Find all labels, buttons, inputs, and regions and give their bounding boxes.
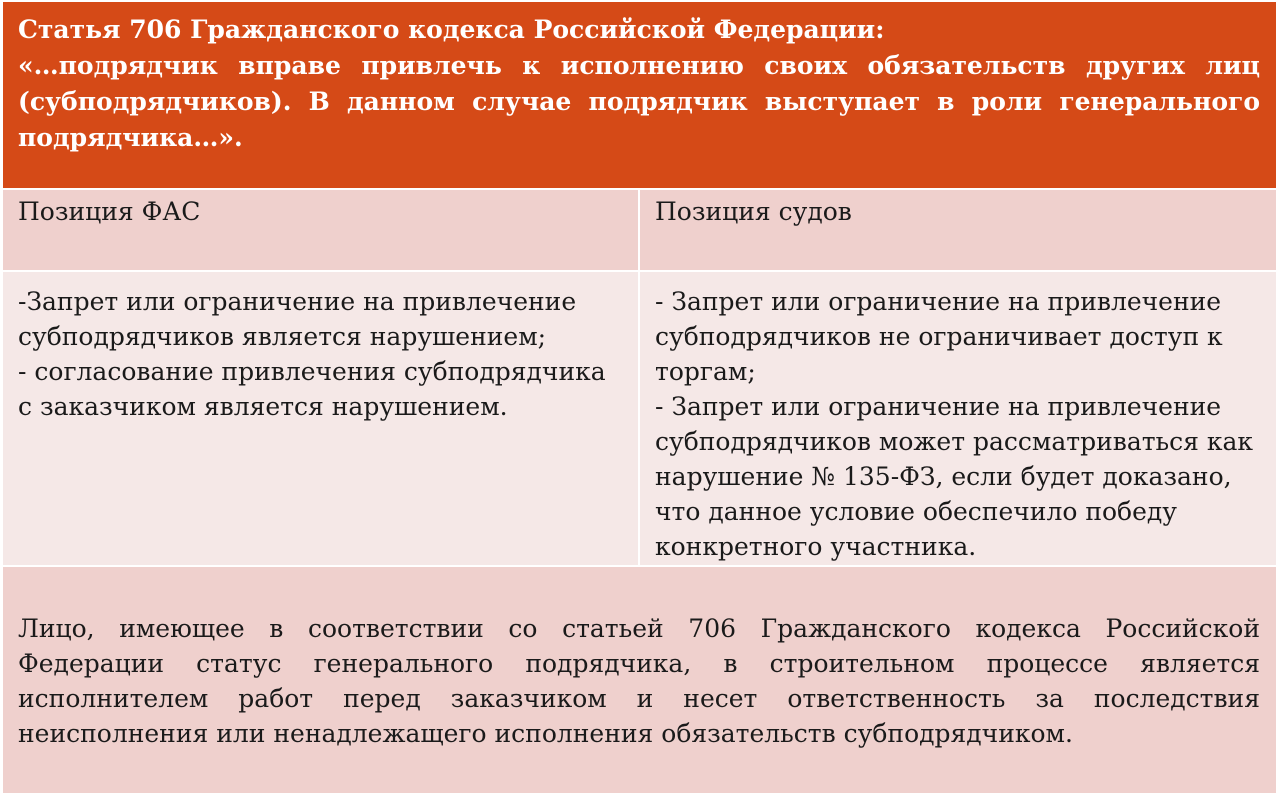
conclusion-text: Лицо, имеющее в соответствии со статьей 706 Гражданского кодекса Российской Федерации статус генерального подрядчика, в строительном процессе является исполнителем работ перед заказчиком и несет ответственность за последствия неисполнения или ненадлежащего исполнения обязательств субподрядчиком. — [3, 567, 1276, 793]
fas-position-body — [3, 272, 638, 565]
courts-position-heading: Позиция судов — [640, 190, 1276, 270]
article-title: Статья 706 Гражданского кодекса Российской Федерации: — [18, 15, 885, 44]
courts-position-item: - Запрет или ограничение на привлечение субподрядчиков не ограничивает доступ к торгам; — [655, 287, 1223, 386]
fas-position-item: -Запрет или ограничение на привлечение субподрядчиков является нарушением; — [18, 287, 577, 351]
article-header — [3, 2, 1276, 188]
comparison-table — [3, 2, 1276, 793]
article-quote: «…подрядчик вправе привлечь к исполнению своих обязательств других лиц (субподрядчиков). В данном случае подрядчик выступает в роли генерального подрядчика…». — [18, 51, 1260, 152]
courts-position-body — [640, 272, 1276, 565]
fas-position-item: - согласование привлечения субподрядчика с заказчиком является нарушением. — [18, 357, 606, 421]
fas-position-heading: Позиция ФАС — [3, 190, 638, 270]
courts-position-item: - Запрет или ограничение на привлечение субподрядчиков может рассматриваться как нарушение № 135-ФЗ, если будет доказано, что данное условие обеспечило победу конкретного участника. — [655, 392, 1254, 561]
